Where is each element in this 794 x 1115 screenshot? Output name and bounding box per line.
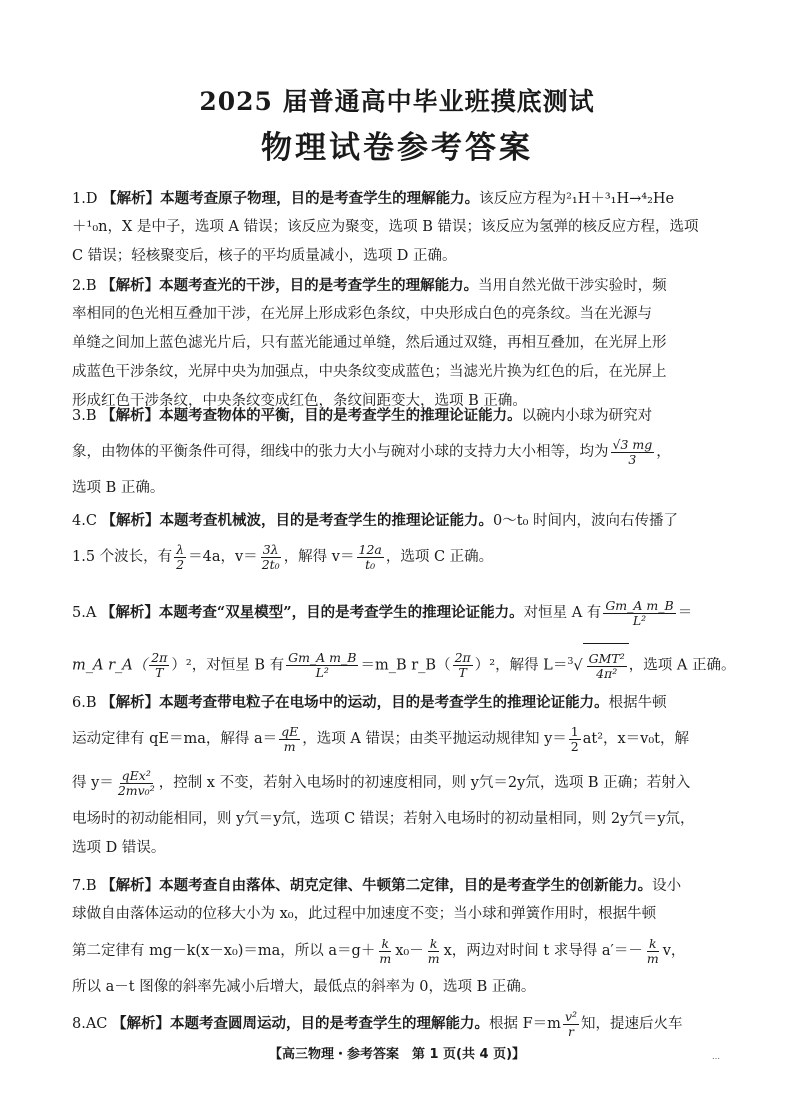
- text-line: 设小: [652, 878, 682, 894]
- formula-fraction: $\frac{1}{2}$: [570, 723, 579, 754]
- text-line: 选项 D 错误。: [72, 840, 166, 856]
- question-lead: 本题考查“双星模型”，目的是考查学生的推理论证能力。: [158, 604, 524, 621]
- page-footer: 【高三物理・参考答案 第 1 页(共 4 页)】: [268, 1047, 526, 1062]
- text-line: 球做自由落体运动的位移大小为 x₀，此过程中加速度不变；当小球和弹簧作用时，根据牛顿: [72, 906, 657, 922]
- text-line: 电场时的初动能相同，则 y氕＝y氘，选项 C 错误；若射入电场时的初动量相同，则 2y氕＝y氘，: [72, 811, 695, 827]
- question-number: 6.B: [72, 695, 97, 711]
- question-number: 8.AC: [72, 1016, 108, 1032]
- question-4: 4.C 【解析】本题考查机械波，目的是考查学生的推理论证能力。0～t₀ 时间内，波向右传播了 1.5 个波长，有 $\frac{\lambda}{2}$ ＝4a，v＝ $\frac{3\lambda}{\text{2t₀}}$ ，解得 v＝ $\frac{12a}{\text{t₀}}$ ，选项 C 正确。: [72, 512, 679, 572]
- formula-fraction: $\frac{\text{Gm\_A m\_B}}{\text{L²}}$: [288, 650, 357, 680]
- question-lead: 本题考查物体的平衡，目的是考查学生的推理论证能力。: [159, 407, 522, 424]
- formula-fraction: $\frac{\text{Gm\_A m\_B}}{\text{L²}}$: [605, 597, 674, 628]
- formula-fraction: $\frac{qE}{m}$: [281, 723, 299, 754]
- analysis-tag: 【解析】: [101, 877, 160, 894]
- cube-root: $^3$√ $\frac{\text{GMT²}}{\text{4π²}}$: [567, 643, 628, 688]
- question-number: 3.B: [72, 408, 97, 424]
- analysis-tag: 【解析】: [101, 277, 160, 294]
- formula-fraction: $\frac{2\pi}{T}$: [454, 650, 471, 680]
- scan-mark: …: [712, 1052, 720, 1061]
- text-line: 所以 a－t 图像的斜率先减小后增大，最低点的斜率为 0，选项 B 正确。: [72, 979, 536, 995]
- question-8: 8.AC 【解析】本题考查圆周运动，目的是考查学生的理解能力。根据 F＝m $\frac{\text{v²}}{r}$ 知，提速后火车: [72, 1008, 683, 1039]
- formula-fraction: $\frac{√3 mg}{3}$: [612, 436, 653, 467]
- formula-fraction: $\frac{\text{v²}}{r}$: [564, 1008, 578, 1039]
- question-number: 1.D: [72, 191, 98, 207]
- question-lead: 本题考查光的干涉，目的是考查学生的理解能力。: [159, 277, 479, 294]
- question-3: 3.B 【解析】本题考查物体的平衡，目的是考查学生的推理论证能力。以碗内小球为研究对 象，由物体的平衡条件可得，细线中的张力大小与碗对小球的支持力大小相等，均为 $\frac{√3 mg}{3}$ ， 选项 B 正确。: [72, 401, 722, 503]
- formula-fraction: $\frac{2\pi}{T}$: [151, 650, 168, 680]
- text-line: ＋¹₀n，X 是中子，选项 A 错误；该反应为聚变，选项 B 错误；该反应为氢弹的核反应方程，选项: [72, 219, 699, 235]
- analysis-tag: 【解析】: [100, 604, 159, 621]
- answer-key-title: 物理试卷参考答案: [261, 130, 533, 166]
- text-line: 选项 B 正确。: [72, 480, 165, 496]
- question-6: 6.B 【解析】本题考查带电粒子在电场中的运动，目的是考查学生的推理论证能力。根据牛顿 运动定律有 qE＝ma，解得 a＝ $\frac{qE}{m}$ ，选项 A 错误；由类平抛运动规律知 y＝ $\frac{1}{2}$ at²，x＝v₀t，解 得 y＝ $\frac{\text{qEx²}}{\text{2mv₀²}}$ ，控制 x 不变，若射入电场时的初速度相同，则 y氕＝2y氘，选项 B 正确；若射入 电场时的初动能相同，则 y氕＝y氘，选项 C 错误；若射入电场时的初动量相同，则 2y氕＝y氘， 选项 D 错误。: [72, 688, 722, 863]
- question-number: 4.C: [72, 513, 97, 529]
- text-line: 根据牛顿: [608, 695, 667, 711]
- formula-fraction: $\frac{k}{m}$: [646, 935, 659, 966]
- text-line: 该反应方程为²₁H＋³₁H→⁴₂He: [479, 191, 675, 207]
- question-1: [72, 184, 722, 271]
- question-lead: 本题考查原子物理，目的是考查学生的理解能力。: [160, 190, 480, 207]
- formula-fraction: $\frac{\lambda}{2}$: [176, 541, 185, 572]
- question-number: 7.B: [72, 878, 97, 894]
- question-number: 2.B: [72, 278, 97, 294]
- formula-fraction: $\frac{k}{m}$: [379, 935, 392, 966]
- analysis-tag: 【解析】: [102, 190, 161, 207]
- formula-fraction: $\frac{k}{m}$: [427, 935, 440, 966]
- text-line: 0～t₀ 时间内，波向右传播了: [493, 513, 679, 529]
- text-line: C 错误；轻核聚变后，核子的平均质量减小，选项 D 正确。: [72, 248, 457, 264]
- question-2: [72, 271, 722, 416]
- analysis-tag: 【解析】: [101, 512, 160, 529]
- question-lead: 本题考查圆周运动，目的是考查学生的理解能力。: [170, 1015, 490, 1032]
- question-lead: 本题考查机械波，目的是考查学生的推理论证能力。: [159, 512, 494, 529]
- analysis-tag: 【解析】: [101, 407, 160, 424]
- formula-fraction: $\frac{\text{qEx²}}{\text{2mv₀²}}$: [117, 767, 155, 798]
- text-line: 率相同的色光相互叠加干涉，在光屏上形成彩色条纹，中央形成白色的亮条纹。当在光源与: [72, 306, 652, 322]
- formula-fraction: $\frac{12a}{\text{t₀}}$: [358, 541, 382, 572]
- question-lead: 本题考查自由落体、胡克定律、牛顿第二定律，目的是考查学生的创新能力。: [159, 877, 653, 894]
- text-line: 象，由物体的平衡条件可得，细线中的张力大小与碗对小球的支持力大小相等，均为: [72, 444, 609, 460]
- formula-fraction: $\frac{3\lambda}{\text{2t₀}}$: [261, 541, 280, 572]
- text-line: 以碗内小球为研究对: [521, 408, 653, 424]
- question-number: 5.A: [72, 605, 97, 621]
- text-line: 单缝之间加上蓝色滤光片后，只有蓝光能通过单缝，然后通过双缝，再相互叠加，在光屏上形: [72, 335, 667, 351]
- text-line: 形成红色干涉条纹，中央条纹变成红色，条纹间距变大，选项 B 正确。: [72, 393, 527, 409]
- text-line: 成蓝色干涉条纹，光屏中央为加强点，中央条纹变成蓝色；当滤光片换为红色的后，在光屏上: [72, 364, 667, 380]
- question-7: 7.B 【解析】本题考查自由落体、胡克定律、牛顿第二定律，目的是考查学生的创新能力。设小 球做自由落体运动的位移大小为 x₀，此过程中加速度不变；当小球和弹簧作用时，根据牛顿 第二定律有 mg－k(x－x₀)＝ma，所以 a＝g＋ $\frac{k}{m}$ x₀－ $\frac{k}{m}$ x，两边对时间 t 求导得 a′＝－ $\frac{k}{m}$ v， 所以 a－t 图像的斜率先减小后增大，最低点的斜率为 0，选项 B 正确。: [72, 871, 722, 1002]
- exam-title: 2025 届普通高中毕业班摸底测试: [199, 87, 595, 116]
- question-lead: 本题考查带电粒子在电场中的运动，目的是考查学生的推理论证能力。: [159, 694, 609, 711]
- analysis-tag: 【解析】: [112, 1015, 171, 1032]
- question-5: 5.A 【解析】本题考查“双星模型”，目的是考查学生的推理论证能力。对恒星 A 有 $\frac{\text{Gm\_A m\_B}}{\text{L²}}$ ＝ m_A r_A（ $\frac{2\pi}{T}$ ）²，对恒星 B 有 $\frac{\text{Gm\_A m\_B}}{\text{L²}}$ ＝m_B r_B（ $\frac{2\pi}{T}$ ）²，解得 L＝$^3$√ $\frac{\text{GMT²}}{\text{4π²}}$ ，选项 A 正确。: [72, 591, 722, 687]
- text-line: 当用自然光做干涉实验时，频: [478, 278, 667, 294]
- analysis-tag: 【解析】: [101, 694, 160, 711]
